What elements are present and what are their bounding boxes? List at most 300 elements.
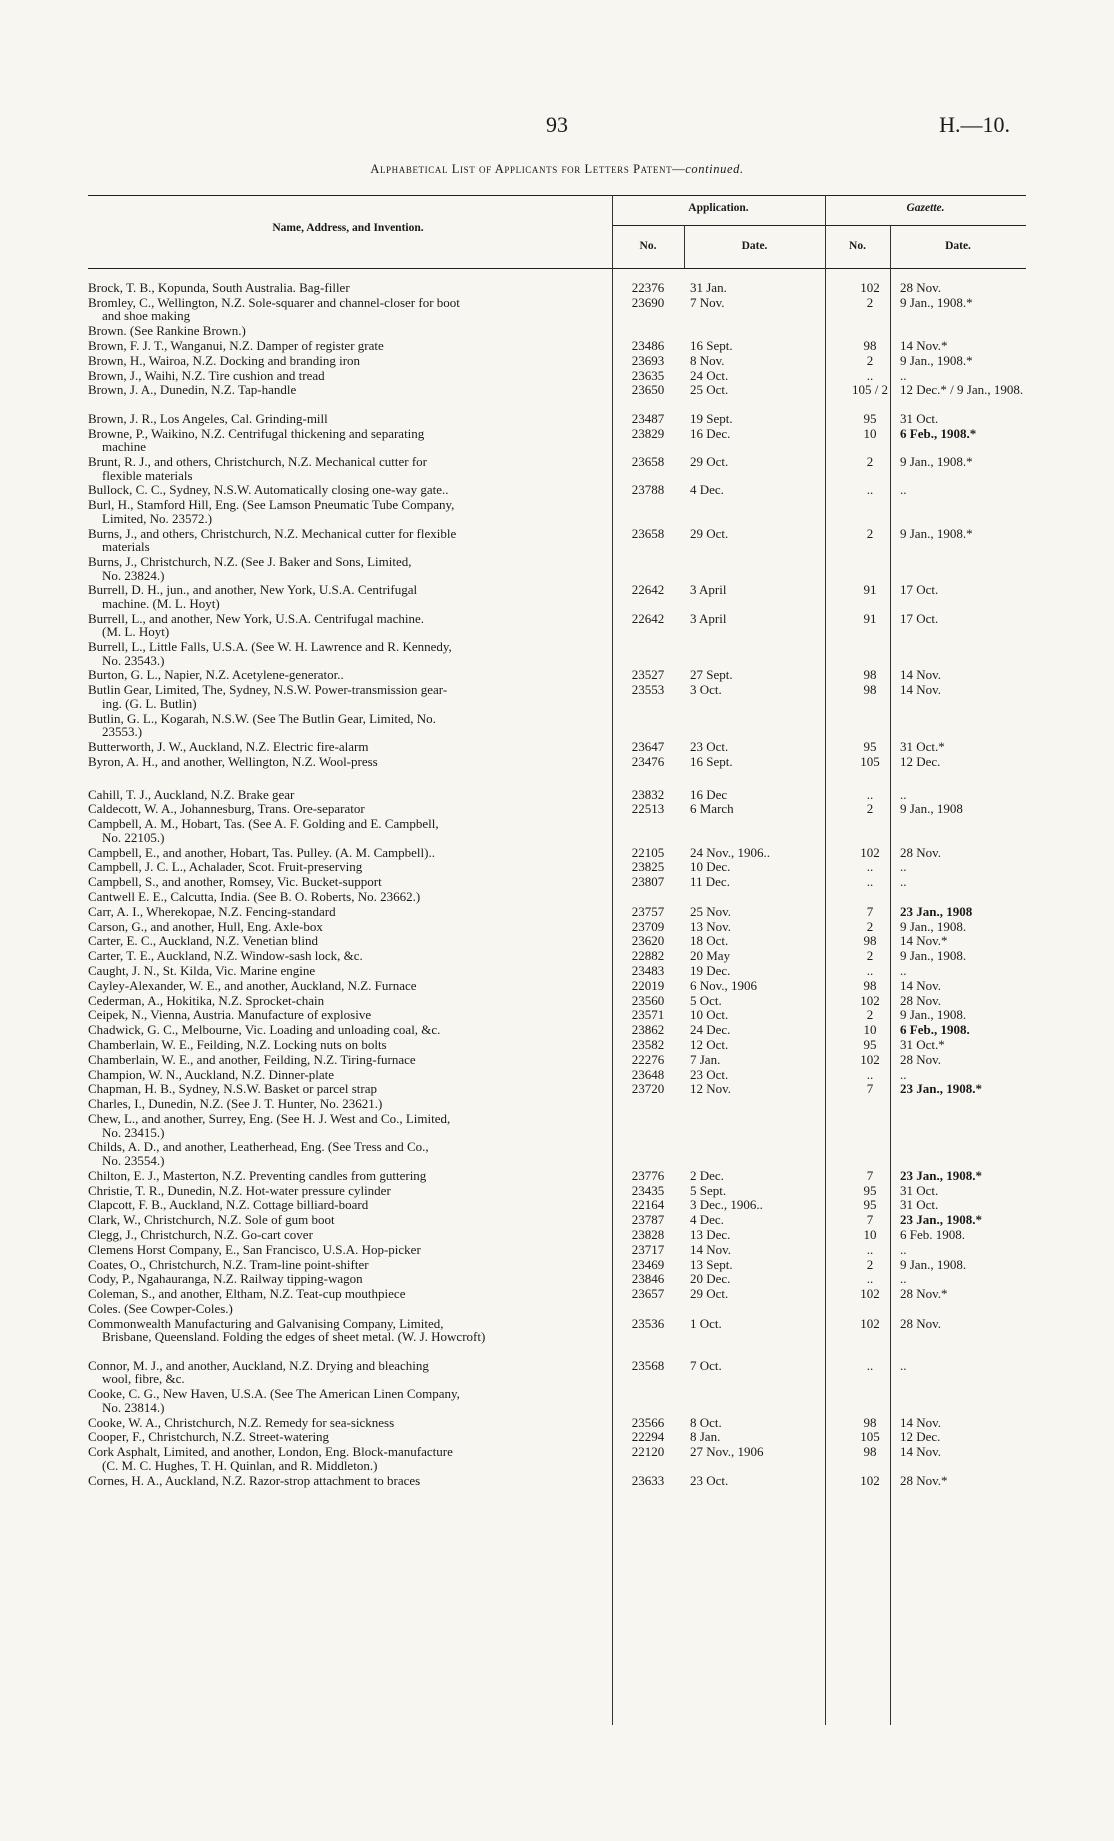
cell-app-no: 22513 — [631, 801, 665, 817]
entry-text: Bromley, C., Wellington, N.Z. Sole-squarer and channel-closer for boot — [88, 294, 460, 310]
cell-gz-date: 9 Jan., 1908.* — [900, 525, 973, 541]
cell-gz-date: 12 Dec. — [900, 753, 941, 769]
table-row — [0, 555, 1114, 583]
cell-gz-no: 105 — [860, 753, 880, 769]
cell-gz-date: 14 Nov. — [900, 1414, 942, 1430]
cell-gz-no: 105 — [860, 1429, 880, 1445]
entry-name — [88, 1169, 608, 1183]
cell-app-date: 13 Nov. — [690, 918, 732, 934]
group-header-rule — [612, 225, 1026, 226]
entry-name — [88, 498, 608, 525]
table-row — [0, 846, 1114, 861]
cell-app-date: 23 Oct. — [690, 1066, 729, 1082]
entry-continuation: flexible materials — [102, 467, 193, 483]
cell-gz-date: 28 Nov. — [900, 1315, 942, 1331]
cell-gz-no: 95 — [863, 1197, 877, 1213]
cell-app-date: 10 Oct. — [690, 1007, 729, 1023]
table-row — [0, 683, 1114, 711]
table-row — [0, 612, 1114, 640]
cell-gz-no: .. — [866, 1241, 874, 1257]
cell-app-no: 23476 — [631, 753, 665, 769]
cell-app-no: 23807 — [631, 874, 665, 890]
header-application: Application. — [688, 202, 749, 214]
cell-gz-no: 98 — [863, 682, 877, 698]
entry-text: Coleman, S., and another, Eltham, N.Z. Teat-cup mouthpiece — [88, 1286, 406, 1302]
entry-text: Cederman, A., Hokitika, N.Z. Sprocket-chain — [88, 992, 325, 1008]
cell-app-no: 22120 — [631, 1444, 665, 1460]
cell-app-no: 23776 — [631, 1167, 665, 1183]
cell-gz-date: 9 Jan., 1908. — [900, 1007, 967, 1023]
cell-app-date: 23 Oct. — [690, 1472, 729, 1488]
entry-text: Childs, A. D., and another, Leatherhead, Eng. (See Tress and Co., — [88, 1139, 429, 1155]
cell-gz-date: .. — [900, 786, 907, 802]
cell-gz-no: 2 — [866, 1256, 874, 1272]
cell-app-date: 7 Jan. — [690, 1051, 721, 1067]
entry-text: Brown. (See Rankine Brown.) — [88, 323, 246, 339]
cell-app-date: 8 Oct. — [690, 1414, 722, 1430]
cell-app-no: 23633 — [631, 1472, 665, 1488]
entry-text: Coles. (See Cowper-Coles.) — [88, 1300, 233, 1316]
entry-name — [88, 668, 608, 682]
cell-app-no: 23582 — [631, 1037, 665, 1052]
cell-gz-no: .. — [866, 1271, 874, 1287]
cell-app-no: 23527 — [631, 667, 665, 683]
entry-name — [88, 905, 608, 919]
table-row — [0, 1008, 1114, 1023]
entry-name — [88, 788, 608, 802]
cell-app-no: 23571 — [631, 1007, 665, 1023]
cell-app-date: 16 Dec — [690, 786, 728, 802]
cell-gz-no: 10 — [863, 1226, 877, 1242]
table-row — [0, 640, 1114, 668]
cell-gz-date: .. — [900, 859, 907, 875]
cell-app-no: 23620 — [631, 933, 665, 949]
cell-gz-date: 14 Nov. — [900, 977, 942, 993]
cell-gz-date: 28 Nov. — [900, 280, 942, 295]
entry-name — [88, 339, 608, 353]
table-row — [0, 994, 1114, 1009]
table-row — [0, 860, 1114, 875]
entry-name — [88, 324, 608, 338]
entry-text: Cornes, H. A., Auckland, N.Z. Razor-strop attachment to braces — [88, 1472, 421, 1488]
cell-app-no: 23720 — [631, 1081, 665, 1097]
cell-gz-no: 102 — [860, 992, 880, 1008]
entry-name — [88, 527, 608, 554]
cell-gz-no: 95 — [863, 739, 877, 755]
entry-name — [88, 817, 608, 844]
cell-app-no: 23787 — [631, 1212, 665, 1228]
cell-gz-date: 23 Jan., 1908.* — [900, 1081, 982, 1097]
table-row — [0, 920, 1114, 935]
entry-text: Brown, J. A., Dunedin, N.Z. Tap-handle — [88, 382, 297, 398]
cell-gz-no: 98 — [863, 667, 877, 683]
cell-gz-no: 102 — [860, 1286, 880, 1302]
entry-name — [88, 934, 608, 948]
cell-gz-no: .. — [866, 963, 874, 979]
entry-text: Clapcott, F. B., Auckland, N.Z. Cottage billiard-board — [88, 1197, 369, 1213]
entry-text: Campbell, A. M., Hobart, Tas. (See A. F. Golding and E. Campbell, — [88, 816, 439, 832]
entry-text: Cork Asphalt, Limited, and another, London, Eng. Block-manufacture — [88, 1444, 453, 1460]
cell-app-date: 2 Dec. — [690, 1167, 724, 1183]
cell-app-date: 24 Dec. — [690, 1022, 731, 1038]
cell-gz-date: 28 Nov. — [900, 1051, 942, 1067]
table-row — [0, 1272, 1114, 1287]
cell-gz-no: 91 — [863, 610, 877, 626]
cell-gz-date: 23 Jan., 1908.* — [900, 1212, 982, 1228]
table-row — [0, 890, 1114, 905]
cell-gz-date: 9 Jan., 1908 — [900, 801, 963, 817]
header-name-col: Name, Address, and Invention. — [272, 222, 424, 234]
cell-app-date: 5 Sept. — [690, 1182, 727, 1198]
sheet-reference: H.—10. — [939, 112, 1010, 137]
cell-app-date: 31 Jan. — [690, 280, 727, 295]
entry-text: Clemens Horst Company, E., San Francisco, U.S.A. Hop-picker — [88, 1241, 421, 1257]
table-row — [0, 369, 1114, 384]
entry-name — [88, 427, 608, 454]
entry-name — [88, 1416, 608, 1430]
table-row — [0, 483, 1114, 498]
heading-main: Alphabetical List of Applicants for Letters Patent— — [370, 162, 686, 176]
cell-gz-no: 2 — [866, 352, 874, 368]
cell-gz-no: 91 — [863, 582, 877, 598]
table-row — [0, 281, 1114, 296]
cell-app-no: 23469 — [631, 1256, 665, 1272]
cell-gz-no: 102 — [860, 1315, 880, 1331]
cell-app-date: 7 Oct. — [690, 1357, 722, 1373]
cell-gz-date: 14 Nov. — [900, 1444, 942, 1460]
entry-text: Carson, G., and another, Hull, Eng. Axle-box — [88, 918, 323, 934]
cell-gz-date: .. — [900, 482, 907, 498]
cell-gz-date: 6 Feb. 1908. — [900, 1226, 965, 1242]
entry-text: Carr, A. I., Wherekopae, N.Z. Fencing-standard — [88, 903, 336, 919]
cell-gz-date: .. — [900, 874, 907, 890]
table-row — [0, 1038, 1114, 1053]
entry-name — [88, 1287, 608, 1301]
cell-app-date: 16 Sept. — [690, 753, 733, 769]
cell-gz-no: 98 — [863, 1414, 877, 1430]
cell-app-no: 22105 — [631, 844, 665, 860]
cell-gz-date: 31 Oct.* — [900, 1037, 945, 1052]
table-row — [0, 412, 1114, 427]
cell-app-no: 23566 — [631, 1414, 665, 1430]
entry-text: Clark, W., Christchurch, N.Z. Sole of gum boot — [88, 1212, 335, 1228]
cell-app-date: 13 Sept. — [690, 1256, 733, 1272]
cell-app-no: 22276 — [631, 1051, 665, 1067]
cell-app-date: 25 Oct. — [690, 382, 729, 398]
table-row — [0, 527, 1114, 555]
cell-gz-date: .. — [900, 1241, 907, 1257]
entry-continuation: and shoe making — [102, 308, 191, 324]
table-row — [0, 1474, 1114, 1489]
cell-app-date: 20 Dec. — [690, 1271, 731, 1287]
cell-app-date: 19 Sept. — [690, 410, 733, 426]
entry-continuation: No. 23415.) — [102, 1124, 165, 1140]
entry-text: Cantwell E. E., Calcutta, India. (See B. O. Roberts, No. 23662.) — [88, 889, 421, 905]
entry-name — [88, 555, 608, 582]
entry-name — [88, 1112, 608, 1139]
entry-name — [88, 1317, 608, 1344]
entry-name — [88, 612, 608, 639]
table-row — [0, 905, 1114, 920]
table-row — [0, 875, 1114, 890]
cell-app-date: 8 Jan. — [690, 1429, 721, 1445]
cell-app-date: 7 Nov. — [690, 294, 725, 310]
table-row — [0, 498, 1114, 526]
entry-text: Clegg, J., Christchurch, N.Z. Go-cart cover — [88, 1226, 313, 1242]
entry-text: Brunt, R. J., and others, Christchurch, N.Z. Mechanical cutter for — [88, 453, 427, 469]
cell-app-date: 14 Nov. — [690, 1241, 732, 1257]
cell-app-date: 11 Dec. — [690, 874, 730, 890]
table-row — [0, 1169, 1114, 1184]
cell-gz-date: 9 Jan., 1908.* — [900, 453, 973, 469]
entry-text: Butlin Gear, Limited, The, Sydney, N.S.W. Power-transmission gear- — [88, 682, 448, 698]
cell-gz-no: 95 — [863, 1182, 877, 1198]
header-gz-date: Date. — [945, 240, 971, 252]
entry-text: Cooper, F., Christchurch, N.Z. Street-watering — [88, 1429, 330, 1445]
cell-gz-no: 102 — [860, 844, 880, 860]
entry-name — [88, 802, 608, 816]
table-row — [0, 1068, 1114, 1083]
cell-gz-date: 28 Nov.* — [900, 1286, 948, 1302]
cell-gz-no: 98 — [863, 933, 877, 949]
table-row — [0, 296, 1114, 324]
cell-app-no: 23650 — [631, 382, 665, 398]
table-row — [0, 817, 1114, 845]
entry-text: Burns, J., and others, Christchurch, N.Z. Mechanical cutter for flexible — [88, 525, 457, 541]
cell-app-no: 23717 — [631, 1241, 665, 1257]
table-row — [0, 979, 1114, 994]
table-row — [0, 1430, 1114, 1445]
entry-continuation: No. 23543.) — [102, 652, 165, 668]
page-number: 93 — [546, 112, 568, 137]
table-row — [0, 1112, 1114, 1140]
cell-app-no: 22882 — [631, 948, 665, 964]
cell-gz-date: 14 Nov. — [900, 667, 942, 683]
entry-name — [88, 1243, 608, 1257]
cell-app-date: 12 Nov. — [690, 1081, 732, 1097]
cell-app-date: 25 Nov. — [690, 903, 732, 919]
entry-continuation: 23553.) — [102, 724, 143, 740]
entry-text: Butlin, G. L., Kogarah, N.S.W. (See The Butlin Gear, Limited, No. — [88, 710, 436, 726]
entry-text: Butterworth, J. W., Auckland, N.Z. Electric fire-alarm — [88, 739, 369, 755]
entry-text: Burrell, D. H., jun., and another, New York, U.S.A. Centrifugal — [88, 582, 418, 598]
entry-name — [88, 296, 608, 323]
table-row — [0, 755, 1114, 770]
entry-text: Byron, A. H., and another, Wellington, N.Z. Wool-press — [88, 753, 378, 769]
entry-name — [88, 755, 608, 769]
cell-app-date: 12 Oct. — [690, 1037, 729, 1052]
entry-continuation: No. 22105.) — [102, 829, 165, 845]
cell-app-date: 13 Dec. — [690, 1226, 731, 1242]
cell-gz-no: 2 — [866, 801, 874, 817]
cell-gz-date: 14 Nov.* — [900, 337, 948, 353]
cell-gz-no: 10 — [863, 425, 877, 441]
entry-name — [88, 369, 608, 383]
entry-name — [88, 1140, 608, 1167]
cell-app-no: 23568 — [631, 1357, 665, 1373]
header-app-no: No. — [639, 240, 657, 252]
cell-app-date: 6 March — [690, 801, 734, 817]
entry-name — [88, 1068, 608, 1082]
cell-gz-date: 23 Jan., 1908.* — [900, 1167, 982, 1183]
cell-app-no: 23657 — [631, 1286, 665, 1302]
cell-app-no: 23709 — [631, 918, 665, 934]
cell-gz-no: 2 — [866, 525, 874, 541]
table-row — [0, 1387, 1114, 1415]
entry-name — [88, 1008, 608, 1022]
entry-name — [88, 1053, 608, 1067]
entry-name — [88, 640, 608, 667]
cell-gz-no: 95 — [863, 410, 877, 426]
cell-app-no: 23486 — [631, 337, 665, 353]
cell-gz-date: .. — [900, 1271, 907, 1287]
entry-name — [88, 1082, 608, 1096]
cell-app-no: 23788 — [631, 482, 665, 498]
entry-text: Burrell, L., and another, New York, U.S.A. Centrifugal machine. — [88, 610, 424, 626]
cell-app-date: 5 Oct. — [690, 992, 722, 1008]
cell-gz-date: 23 Jan., 1908 — [900, 903, 973, 919]
table-row — [0, 1140, 1114, 1168]
cell-app-no: 23862 — [631, 1022, 665, 1038]
cell-app-no: 23829 — [631, 425, 665, 441]
cell-gz-date: 14 Nov. — [900, 682, 942, 698]
entry-text: Burton, G. L., Napier, N.Z. Acetylene-generator.. — [88, 667, 344, 683]
table-row — [0, 1302, 1114, 1317]
entry-text: Cahill, T. J., Auckland, N.Z. Brake gear — [88, 786, 295, 802]
cell-app-no: 23825 — [631, 859, 665, 875]
entry-continuation: Limited, No. 23572.) — [102, 510, 213, 526]
table-row — [0, 1228, 1114, 1243]
cell-app-date: 3 Oct. — [690, 682, 722, 698]
cell-gz-no: 95 — [863, 1037, 877, 1052]
entry-text: Campbell, E., and another, Hobart, Tas. Pulley. (A. M. Campbell).. — [88, 844, 435, 860]
entry-name — [88, 354, 608, 368]
table-header-rule — [88, 268, 1026, 269]
cell-app-no: 23658 — [631, 525, 665, 541]
cell-app-no: 23757 — [631, 903, 665, 919]
table-row — [0, 324, 1114, 339]
entry-text: Caught, J. N., St. Kilda, Vic. Marine engine — [88, 963, 316, 979]
table-row — [0, 1416, 1114, 1431]
cell-app-date: 1 Oct. — [690, 1315, 722, 1331]
cell-gz-no: .. — [866, 874, 874, 890]
table-row — [0, 1445, 1114, 1473]
page-heading — [0, 162, 1114, 177]
entry-name — [88, 1184, 608, 1198]
entry-name — [88, 483, 608, 497]
entries-list — [0, 281, 1114, 1488]
cell-app-no: 23536 — [631, 1315, 665, 1331]
cell-app-no: 22642 — [631, 582, 665, 598]
table-row — [0, 802, 1114, 817]
cell-app-no: 22294 — [631, 1429, 665, 1445]
entry-name — [88, 1023, 608, 1037]
cell-app-date: 4 Dec. — [690, 482, 724, 498]
entry-name — [88, 1213, 608, 1227]
entry-continuation: No. 23824.) — [102, 567, 165, 583]
cell-gz-date: 28 Nov. — [900, 992, 942, 1008]
cell-gz-no: 98 — [863, 337, 877, 353]
cell-app-date: 4 Dec. — [690, 1212, 724, 1228]
header-app-date: Date. — [741, 240, 768, 252]
cell-gz-no: 7 — [866, 1081, 874, 1097]
table-row — [0, 1184, 1114, 1199]
table-row — [0, 740, 1114, 755]
cell-app-date: 27 Sept. — [690, 667, 733, 683]
cell-app-no: 23553 — [631, 682, 665, 698]
header-gazette: Gazette. — [906, 202, 945, 214]
cell-gz-no: 2 — [866, 918, 874, 934]
cell-gz-date: 6 Feb., 1908. — [900, 1022, 970, 1038]
cell-gz-date: 31 Oct. — [900, 410, 939, 426]
cell-app-date: 16 Sept. — [690, 337, 733, 353]
cell-app-no: 22376 — [631, 280, 665, 295]
entry-text: Coates, O., Christchurch, N.Z. Tram-line point-shifter — [88, 1256, 369, 1272]
table-row — [0, 934, 1114, 949]
cell-app-date: 18 Oct. — [690, 933, 729, 949]
table-row — [0, 383, 1114, 411]
cell-gz-date: 28 Nov.* — [900, 1472, 948, 1488]
cell-gz-no: 2 — [866, 294, 874, 310]
entry-text: Carter, E. C., Auckland, N.Z. Venetian blind — [88, 933, 318, 949]
cell-gz-date: .. — [900, 963, 907, 979]
cell-app-date: 16 Dec. — [690, 425, 731, 441]
cell-gz-date: 12 Dec. — [900, 1429, 941, 1445]
entry-name — [88, 994, 608, 1008]
entry-name — [88, 740, 608, 754]
cell-gz-no: 7 — [866, 1167, 874, 1183]
cell-app-date: 8 Nov. — [690, 352, 725, 368]
cell-app-date: 29 Oct. — [690, 525, 729, 541]
entry-name — [88, 964, 608, 978]
cell-gz-no: 98 — [863, 977, 877, 993]
cell-gz-date: 9 Jan., 1908. — [900, 1256, 967, 1272]
entry-text: Cooke, C. G., New Haven, U.S.A. (See The American Linen Company, — [88, 1386, 460, 1402]
entry-name — [88, 1387, 608, 1414]
cell-app-no: 23435 — [631, 1182, 665, 1198]
entry-name — [88, 846, 608, 860]
cell-app-date: 3 April — [690, 610, 727, 626]
table-row — [0, 1317, 1114, 1359]
cell-gz-date: 9 Jan., 1908. — [900, 948, 967, 964]
entry-text: Burns, J., Christchurch, N.Z. (See J. Baker and Sons, Limited, — [88, 553, 412, 569]
entry-text: Brown, F. J. T., Wanganui, N.Z. Damper of register grate — [88, 337, 384, 353]
entry-name — [88, 979, 608, 993]
entry-name — [88, 1038, 608, 1052]
entry-name — [88, 683, 608, 710]
entry-name — [88, 1302, 608, 1316]
entry-text: Campbell, J. C. L., Achalader, Scot. Fruit-preserving — [88, 859, 363, 875]
entry-text: Connor, M. J., and another, Auckland, N.Z. Drying and bleaching — [88, 1357, 429, 1373]
entry-name — [88, 1359, 608, 1386]
cell-app-no: 23647 — [631, 739, 665, 755]
cell-app-no: 22164 — [631, 1197, 665, 1213]
cell-gz-date: 9 Jan., 1908. — [900, 918, 967, 934]
entry-continuation: machine — [102, 439, 147, 455]
cell-gz-no: 2 — [866, 453, 874, 469]
table-row — [0, 668, 1114, 683]
entry-name — [88, 455, 608, 482]
cell-gz-date: 9 Jan., 1908.* — [900, 352, 973, 368]
table-row — [0, 1243, 1114, 1258]
entry-name — [88, 1474, 608, 1488]
entry-name — [88, 1258, 608, 1272]
table-row — [0, 354, 1114, 369]
entry-name — [88, 1272, 608, 1286]
cell-gz-no: 10 — [863, 1022, 877, 1038]
entry-continuation: No. 23554.) — [102, 1152, 165, 1168]
entry-text: Christie, T. R., Dunedin, N.Z. Hot-water pressure cylinder — [88, 1182, 391, 1198]
